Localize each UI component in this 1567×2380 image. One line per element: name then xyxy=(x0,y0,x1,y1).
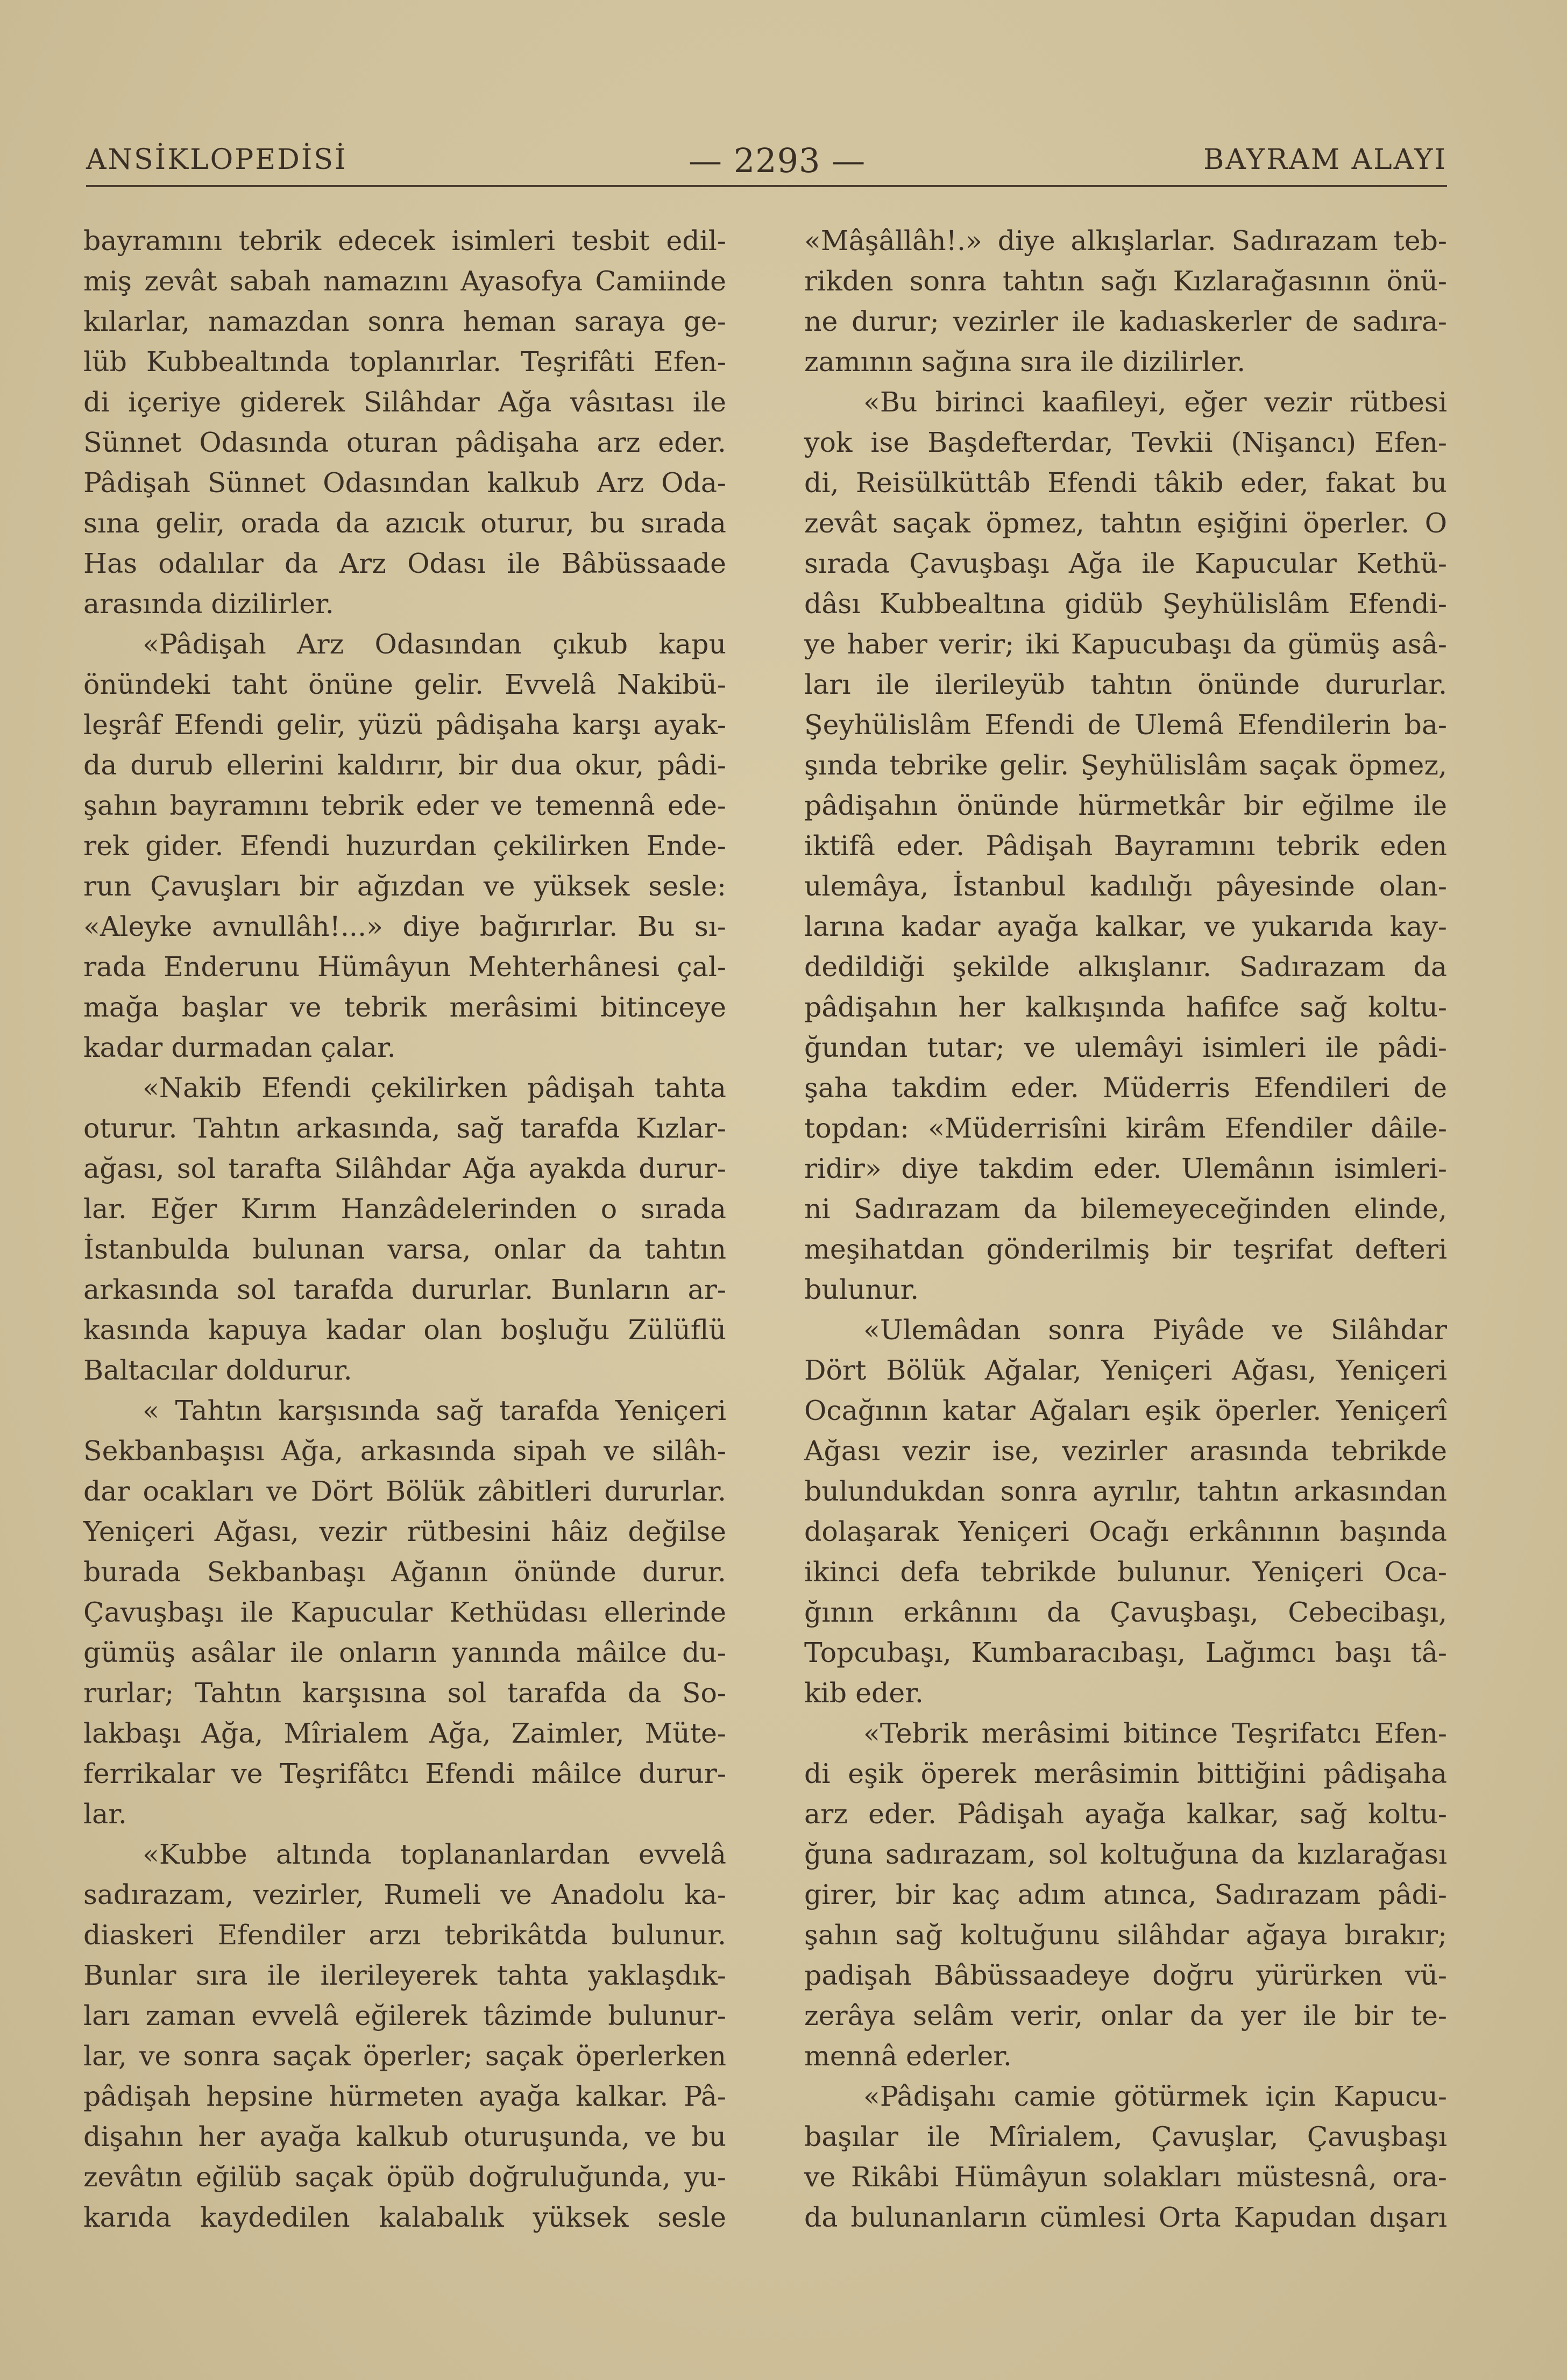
text-line: Has odalılar da Arz Odası ile Bâbüssaade xyxy=(83,548,726,579)
text-line: dar ocakları ve Dört Bölük zâbitleri dururlar. xyxy=(83,1475,726,1507)
text-line: şahın sağ koltuğunu silâhdar ağaya bırakır; xyxy=(804,1919,1447,1951)
text-line: sadırazam, vezirler, Rumeli ve Anadolu ka- xyxy=(83,1879,726,1910)
text-line: Sünnet Odasında oturan pâdişaha arz eder. xyxy=(83,427,726,458)
text-line: zamının sağına sıra ile dizilirler. xyxy=(804,346,1246,378)
running-header xyxy=(86,137,1447,180)
text-line: şaha takdim eder. Müderris Efendileri de xyxy=(804,1072,1447,1104)
text-line: bulunur. xyxy=(804,1274,919,1305)
text-line: dâsı Kubbealtına gidüb Şeyhülislâm Efendi- xyxy=(804,588,1447,620)
text-line: Ocağının katar Ağaları eşik öperler. Yeniçerî xyxy=(804,1395,1447,1426)
text-line: «Tebrik merâsimi bitince Teşrifatcı Efen- xyxy=(863,1717,1447,1749)
text-line: padişah Bâbüssaadeye doğru yürürken vü- xyxy=(804,1959,1447,1991)
text-line: Bunlar sıra ile ilerileyerek tahta yaklaşdık- xyxy=(83,1959,726,1991)
text-line: di içeriye giderek Silâhdar Ağa vâsıtası ile xyxy=(83,386,726,418)
text-line: arasında dizilirler. xyxy=(83,588,334,620)
text-line: run Çavuşları bir ağızdan ve yüksek sesle: xyxy=(83,870,726,902)
text-line: ğundan tutar; ve ulemâyi isimleri ile pâdi- xyxy=(804,1032,1447,1063)
text-line: rada Enderunu Hümâyun Mehterhânesi çal- xyxy=(83,951,726,983)
text-line: iktifâ eder. Pâdişah Bayramını tebrik eden xyxy=(804,830,1447,862)
text-line: dedildiği şekilde alkışlanır. Sadırazam da xyxy=(804,951,1447,983)
text-line: bulundukdan sonra ayrılır, tahtın arkasından xyxy=(804,1475,1447,1507)
text-line: Dört Bölük Ağalar, Yeniçeri Ağası, Yeniçeri xyxy=(804,1354,1447,1386)
text-line: gümüş asâlar ile onların yanında mâilce du- xyxy=(83,1637,726,1668)
text-line: ikinci defa tebrikde bulunur. Yeniçeri Oca- xyxy=(804,1556,1447,1588)
text-line: burada Sekbanbaşı Ağanın önünde durur. xyxy=(83,1556,726,1588)
text-line: sına gelir, orada da azıcık oturur, bu sırada xyxy=(83,507,726,539)
text-line: kadar durmadan çalar. xyxy=(83,1032,396,1063)
text-line: rurlar; Tahtın karşısına sol tarafda da So- xyxy=(83,1677,726,1709)
text-line: Çavuşbaşı ile Kapucular Kethüdası ellerinde xyxy=(83,1596,726,1628)
text-line: dişahın her ayağa kalkub oturuşunda, ve bu xyxy=(83,2121,726,2152)
text-line: lar, ve sonra saçak öperler; saçak öperlerken xyxy=(83,2040,726,2072)
text-line: «Kubbe altında toplananlardan evvelâ xyxy=(143,1838,726,1870)
text-line: Topcubaşı, Kumbaracıbaşı, Lağımcı başı tâ- xyxy=(804,1637,1447,1668)
text-line: «Ulemâdan sonra Piyâde ve Silâhdar xyxy=(863,1314,1447,1346)
text-line: da bulunanların cümlesi Orta Kapudan dışarı xyxy=(804,2201,1447,2233)
text-line: mennâ ederler. xyxy=(804,2040,1012,2072)
header-left-title: ANSİKLOPEDİSİ xyxy=(86,144,348,176)
text-line: kılarlar, namazdan sonra heman saraya ge- xyxy=(83,306,726,337)
text-line: kasında kapuya kadar olan boşluğu Zülüflü xyxy=(83,1314,726,1346)
text-line: ye haber verir; iki Kapucubaşı da gümüş asâ- xyxy=(804,628,1447,660)
text-line: başılar ile Mîrialem, Çavuşlar, Çavuşbaşı xyxy=(804,2121,1447,2152)
text-line: di eşik öperek merâsimin bittiğini pâdişaha xyxy=(804,1758,1447,1789)
text-line: Pâdişah Sünnet Odasından kalkub Arz Oda- xyxy=(83,467,726,499)
text-line: Yeniçeri Ağası, vezir rütbesini hâiz değilse xyxy=(83,1516,726,1547)
text-line: Şeyhülislâm Efendi de Ulemâ Efendilerin ba- xyxy=(804,709,1447,741)
text-line: zevâtın eğilüb saçak öpüb doğruluğunda, yu- xyxy=(83,2161,726,2193)
text-line: ni Sadırazam da bilemeyeceğinden elinde, xyxy=(804,1193,1447,1225)
text-line: diaskeri Efendiler arzı tebrikâtda bulunur. xyxy=(83,1919,726,1951)
text-line: şında tebrike gelir. Şeyhülislâm saçak öpmez, xyxy=(804,749,1447,781)
text-line: zerâya selâm verir, onlar da yer ile bir te- xyxy=(804,2000,1447,2031)
text-line: «Nakib Efendi çekilirken pâdişah tahta xyxy=(143,1072,726,1104)
text-line: dolaşarak Yeniçeri Ocağı erkânının başında xyxy=(804,1516,1447,1547)
text-line: karıda kaydedilen kalabalık yüksek sesle xyxy=(83,2201,726,2233)
text-line: ağası, sol tarafta Silâhdar Ağa ayakda durur- xyxy=(83,1153,726,1184)
text-line: önündeki taht önüne gelir. Evvelâ Nakibü- xyxy=(83,669,726,700)
text-line: pâdişahın her kalkışında hafifce sağ koltu- xyxy=(804,991,1447,1023)
text-line: mağa başlar ve tebrik merâsimi bitinceye xyxy=(83,991,726,1023)
header-rule xyxy=(86,185,1447,187)
text-line: Sekbanbaşısı Ağa, arkasında sipah ve silâh- xyxy=(83,1435,726,1467)
left-column xyxy=(83,221,726,2237)
text-line: meşihatdan gönderilmiş bir teşrifat defteri xyxy=(804,1233,1447,1265)
text-line: «Mâşâllâh!.» diye alkışlarlar. Sadırazam teb- xyxy=(804,225,1447,257)
text-line: ferrikalar ve Teşrifâtcı Efendi mâilce durur- xyxy=(83,1758,726,1789)
text-line: miş zevât sabah namazını Ayasofya Camiinde xyxy=(83,265,726,297)
text-line: «Pâdişah Arz Odasından çıkub kapu xyxy=(143,628,726,660)
text-line: kib eder. xyxy=(804,1677,924,1709)
text-line: yok ise Başdefterdar, Tevkii (Nişancı) Efen- xyxy=(804,427,1447,458)
text-line: ulemâya, İstanbul kadılığı pâyesinde olan- xyxy=(804,870,1447,902)
text-line: «Aleyke avnullâh!...» diye bağırırlar. Bu sı- xyxy=(83,911,726,942)
text-line: arz eder. Pâdişah ayağa kalkar, sağ koltu- xyxy=(804,1798,1447,1830)
text-line: ridir» diye takdim eder. Ulemânın isimleri- xyxy=(804,1153,1447,1184)
text-line: zevât saçak öpmez, tahtın eşiğini öperler. O xyxy=(804,507,1447,539)
text-line: girer, bir kaç adım atınca, Sadırazam pâdi- xyxy=(804,1879,1447,1910)
text-line: lüb Kubbealtında toplanırlar. Teşrifâti Efen- xyxy=(83,346,726,378)
text-line: di, Reisülküttâb Efendi tâkib eder, fakat bu xyxy=(804,467,1447,499)
page-number: — 2293 — xyxy=(689,141,866,180)
text-line: ları ile ilerileyüb tahtın önünde dururlar. xyxy=(804,669,1447,700)
text-line: pâdişah hepsine hürmeten ayağa kalkar. Pâ- xyxy=(83,2080,726,2112)
text-line: topdan: «Müderrisîni kirâm Efendiler dâile- xyxy=(804,1112,1447,1144)
text-line: lakbaşı Ağa, Mîrialem Ağa, Zaimler, Müte- xyxy=(83,1717,726,1749)
text-line: «Bu birinci kaafileyi, eğer vezir rütbesi xyxy=(863,386,1447,418)
text-line: rek gider. Efendi huzurdan çekilirken Ende- xyxy=(83,830,726,862)
text-line: Baltacılar doldurur. xyxy=(83,1354,352,1386)
text-line: şahın bayramını tebrik eder ve temennâ ede- xyxy=(83,790,726,821)
text-line: «Pâdişahı camie götürmek için Kapucu- xyxy=(863,2080,1447,2112)
text-line: ğının erkânını da Çavuşbaşı, Cebecibaşı, xyxy=(804,1596,1447,1628)
right-column xyxy=(804,221,1447,2237)
text-line: « Tahtın karşısında sağ tarafda Yeniçeri xyxy=(143,1395,726,1426)
text-line: leşrâf Efendi gelir, yüzü pâdişaha karşı ayak- xyxy=(83,709,726,741)
text-line: bayramını tebrik edecek isimleri tesbit edil- xyxy=(83,225,726,257)
text-line: ları zaman evvelâ eğilerek tâzimde bulunur- xyxy=(83,2000,726,2031)
text-line: da durub ellerini kaldırır, bir dua okur, pâdi- xyxy=(83,749,726,781)
text-line: larına kadar ayağa kalkar, ve yukarıda kay- xyxy=(804,911,1447,942)
text-line: lar. Eğer Kırım Hanzâdelerinden o sırada xyxy=(83,1193,726,1225)
text-line: rikden sonra tahtın sağı Kızlarağasının önü- xyxy=(804,265,1447,297)
text-line: lar. xyxy=(83,1798,127,1830)
text-line: oturur. Tahtın arkasında, sağ tarafda Kızlar- xyxy=(83,1112,726,1144)
text-line: arkasında sol tarafda dururlar. Bunların ar- xyxy=(83,1274,726,1305)
text-line: sırada Çavuşbaşı Ağa ile Kapucular Kethü- xyxy=(804,548,1447,579)
text-line: Ağası vezir ise, vezirler arasında tebrikde xyxy=(804,1435,1447,1467)
text-line: ne durur; vezirler ile kadıaskerler de sadıra- xyxy=(804,306,1447,337)
text-line: ğuna sadırazam, sol koltuğuna da kızlarağası xyxy=(804,1838,1447,1870)
text-line: İstanbulda bulunan varsa, onlar da tahtın xyxy=(83,1233,726,1265)
text-line: pâdişahın önünde hürmetkâr bir eğilme ile xyxy=(804,790,1447,821)
text-line: ve Rikâbi Hümâyun solakları müstesnâ, ora- xyxy=(804,2161,1447,2193)
header-right-title: BAYRAM ALAYI xyxy=(1203,144,1447,176)
